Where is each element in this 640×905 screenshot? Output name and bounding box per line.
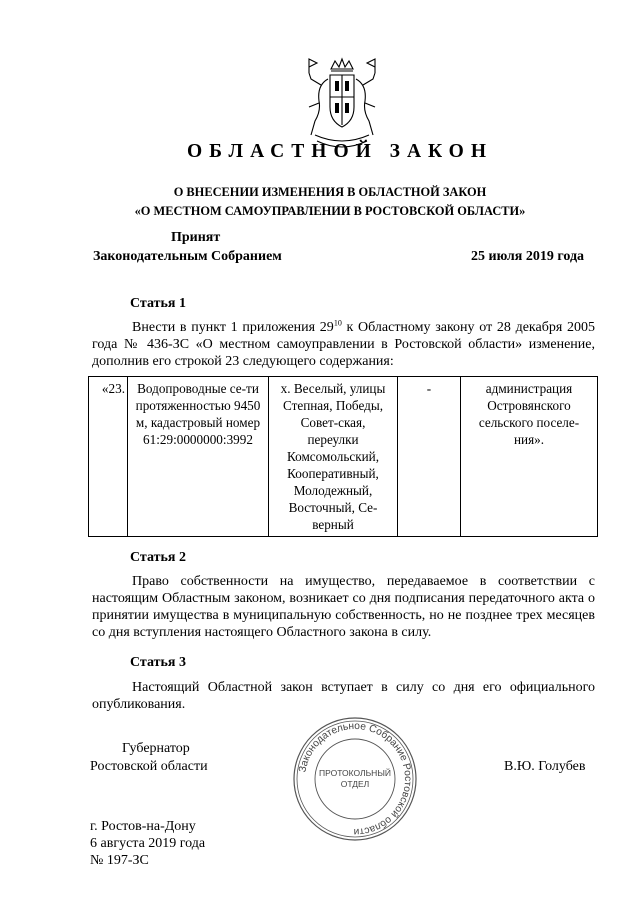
law-number: № 197-ЗС: [90, 853, 149, 868]
table-row: [89, 377, 598, 537]
law-type-heading: ОБЛАСТНОЙ ЗАКОН: [186, 141, 494, 162]
law-title-line2: «О МЕСТНОМ САМОУПРАВЛЕНИИ В РОСТОВСКОЙ ОБЛАСТИ»: [134, 204, 526, 218]
article3-text: Настоящий Областной закон вступает в силу со дня его официального опубликования.: [92, 680, 595, 712]
adopted-by-label: Законодательным Собранием: [93, 249, 282, 264]
adopted-label: Принят: [171, 230, 221, 245]
signing-date: 6 августа 2019 года: [90, 836, 206, 851]
article3-heading: Статья 3: [130, 655, 186, 670]
row-number-cell: «23.: [89, 377, 128, 537]
law-title: [70, 183, 590, 221]
seal-stamp: [292, 716, 418, 842]
article2-text: Право собственности на имущество, передаваемое в соответствии с настоящим Областным законом, возникает со дня подписания передаточного акта о принятии имущества в муниципальную собственность, но не позднее трех месяцев со дня вступления настоящего Областного закона в силу.: [92, 574, 595, 640]
seal-center-line1: ПРОТОКОЛЬНЫЙ: [319, 768, 391, 778]
article2-heading: Статья 2: [130, 550, 186, 565]
coat-of-arms-emblem: [297, 55, 387, 155]
signatory-title: [90, 740, 208, 776]
article1-text-after: к Областному закону от 28 декабря 2005 года № 436-ЗС «О местном самоуправлении в Ростовской области» изменение, дополнив его строкой 23 следующего содержания:: [92, 320, 595, 369]
signatory-name: В.Ю. Голубев: [504, 759, 586, 774]
adoption-date: 25 июля 2019 года: [471, 249, 585, 264]
signatory-title-line2: Ростовской области: [90, 759, 208, 774]
seal-ring-text: Законодательное Собрание Ростовской области: [297, 720, 414, 838]
place-date-number: [90, 818, 205, 869]
amendment-table: [88, 376, 598, 537]
place-city: г. Ростов-на-Дону: [90, 819, 196, 834]
article1-superscript: 10: [333, 318, 342, 328]
location-cell: х. Веселый, улицы Степная, Победы, Совет-ская, переулки Комсомольский, Кооперативный, Молодежный, Восточный, Се-верный: [269, 377, 398, 537]
owner-cell: администрация Островянского сельского поселе-ния».: [461, 377, 598, 537]
seal-center-line2: ОТДЕЛ: [340, 779, 370, 789]
law-title-line1: О ВНЕСЕНИИ ИЗМЕНЕНИЯ В ОБЛАСТНОЙ ЗАКОН: [173, 185, 487, 199]
article1-heading: Статья 1: [130, 296, 186, 311]
signatory-title-line1: Губернатор: [122, 741, 190, 756]
article1-text: [92, 319, 595, 370]
dash-cell: -: [398, 377, 461, 537]
object-cell: Водопроводные се-ти протяженностью 9450 м, кадастровый номер 61:29:0000000:3992: [128, 377, 269, 537]
article1-text-before: Внести в пункт 1 приложения 29: [132, 320, 334, 335]
